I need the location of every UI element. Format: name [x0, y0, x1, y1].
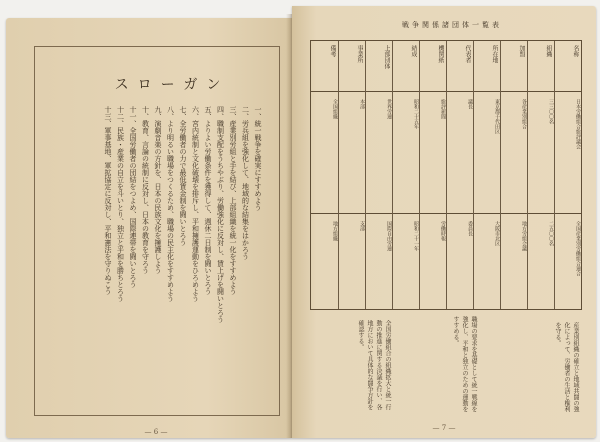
- table-cell: 東京都千代田区: [494, 99, 500, 134]
- table-cell: 世界労連: [386, 99, 392, 119]
- organization-table: [310, 40, 582, 310]
- table-header: 事業所: [356, 45, 363, 63]
- table-header: 備考: [329, 45, 336, 57]
- table-header: 加盟: [518, 45, 525, 57]
- slogan-line: 十一、全国労働者の団結をつよめ、国際連帯を闘いとろう: [129, 106, 137, 288]
- slogan-line: 八、より明るい職場をつくるため、職場の民主化をすすめよう: [166, 106, 175, 302]
- table-cell: 地方組織: [332, 221, 338, 241]
- table-column-rule: [338, 41, 339, 309]
- table-cell: 大阪市北区: [494, 221, 500, 246]
- slogan-line: 十、教育、言論の統制に反対し、日本の教育を守ろう: [141, 106, 150, 274]
- table-cell: 本部: [359, 99, 365, 109]
- table-cell: 委員長: [467, 221, 473, 236]
- table-cell: 支部: [359, 221, 365, 231]
- page-number-left: — 6 —: [144, 428, 168, 436]
- slogan-line: 一、統一戦争を確実にすすめよう: [254, 106, 262, 211]
- table-cell: 各産業別組合: [521, 99, 527, 129]
- slogan-line: 二、労兵組を強化して、地域的な結集をはかろう: [241, 106, 250, 260]
- slogan-line: 十三、軍事基地、軍拡協定に反対し、平和憲法を守りぬこう: [104, 106, 112, 295]
- table-column-rule: [554, 41, 555, 309]
- table-cell: 昭和二十一年: [413, 221, 419, 251]
- slogan-line: 六、宮内統制と文化破壊を排斥し、平和擁護運動をひろめよう: [191, 106, 200, 302]
- table-cell: 三三〇〇名: [548, 99, 554, 124]
- table-cell: 労働時報: [440, 221, 446, 241]
- table-column-rule: [446, 41, 447, 309]
- slogan-title: スローガン: [114, 77, 230, 93]
- right-page: [292, 6, 596, 438]
- slogan-line: 三、産業別労組と手を結び、上部組織を統一化をすすめよう: [229, 106, 237, 295]
- table-column-rule: [473, 41, 474, 309]
- lower-text-block-middle: 職場の要求を基礎として統一戦線を強化し、平和と独立のための運動をすすめる。: [452, 316, 477, 412]
- slogan-line: 七、全労働者の力で最低賃金制を闘いとろう: [179, 106, 187, 246]
- running-head: 戦争関係諸団体一覧表: [402, 21, 502, 29]
- table-header: 機関紙: [437, 45, 444, 63]
- table-header: 所在地: [491, 45, 498, 63]
- lower-text-block-left: 全国労働組合の組織拡大と統一行動の推進に関する決議を行い、各地方において具体的な闘争方針を確認する。: [357, 320, 391, 410]
- table-column-rule: [500, 41, 501, 309]
- lower-text-block-right: 産業別組織の確立と地域共闘の強化によって、労働者の生活と権利を守る。: [554, 322, 579, 412]
- table-cell: 二五〇〇名: [548, 221, 554, 246]
- table-cell: 日本労働組合総評議会: [575, 99, 581, 149]
- table-header: 組織: [545, 45, 552, 57]
- table-column-rule: [419, 41, 420, 309]
- slogan-line: 九、演劇音楽の方針を、日本の民族文化を擁護しよう: [154, 106, 162, 274]
- table-header: 名称: [572, 45, 579, 57]
- table-cell: 地方労組会議: [521, 221, 527, 251]
- table-header: 結成: [410, 45, 417, 57]
- table-column-rule: [527, 41, 528, 309]
- table-cell: 国際自由労連: [386, 221, 392, 251]
- slogan-line: 五、よりよい労働条件を獲得して、週休二日制を闘いとろう: [204, 106, 212, 295]
- table-cell: 総評新聞: [440, 99, 446, 119]
- table-column-rule: [392, 41, 393, 309]
- slogan-line: 十二、民族・産業の自立を斗いとり、独立と平和を勝ちとろう: [116, 106, 125, 302]
- slogan-list: [58, 106, 264, 356]
- table-cell: 全国組織: [332, 99, 338, 119]
- table-header: 代表者: [464, 45, 471, 63]
- left-page: [6, 18, 292, 438]
- page-number-right: — 7 —: [432, 424, 456, 432]
- table-cell: 議長: [467, 99, 473, 109]
- table-column-rule: [365, 41, 366, 309]
- table-cell: 昭和二十五年: [413, 99, 419, 129]
- slogan-line: 四、職制支配をうちやぶり、労働強化に反対し、賃上げを闘いとろう: [216, 106, 225, 323]
- table-header: 上部団体: [383, 45, 390, 69]
- table-cell: 全国産業別労働組合連合: [575, 221, 581, 276]
